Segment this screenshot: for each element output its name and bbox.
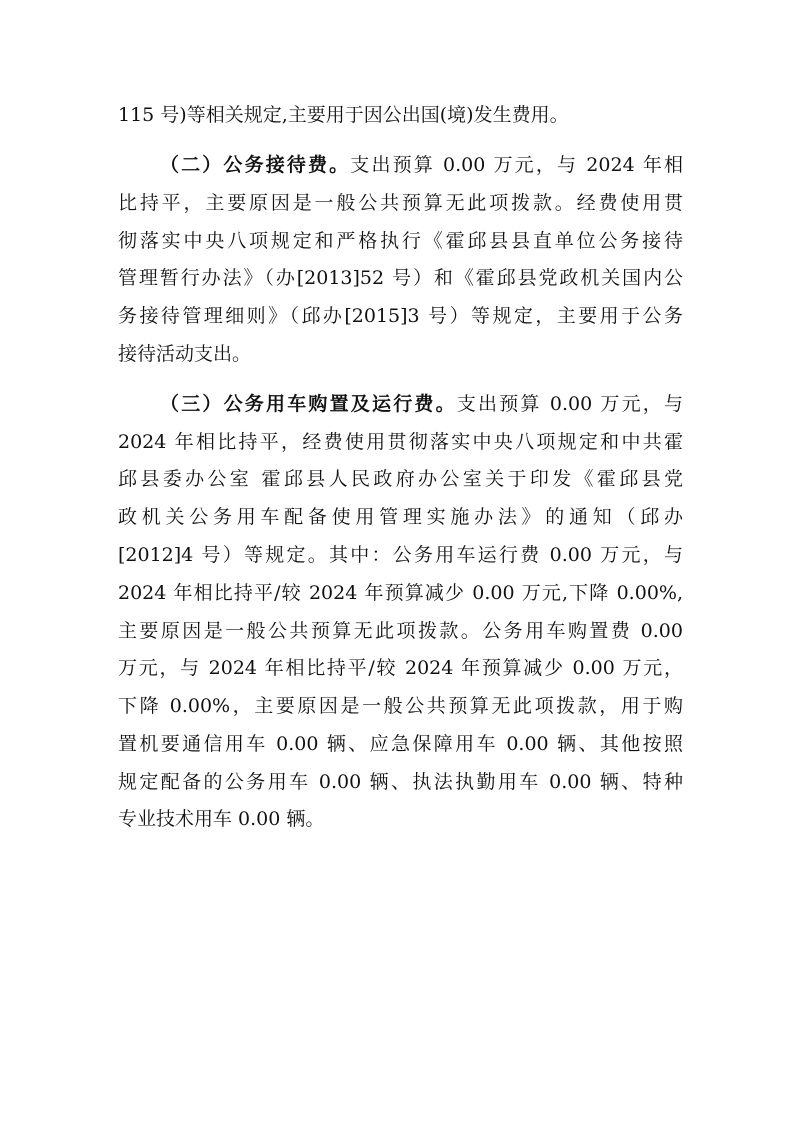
section3-line-6: 2024 年相比持平/较 2024 年预算减少 0.00 万元,下降 0.00%, <box>118 582 683 604</box>
section3-line-2: 2024 年相比持平，经费使用贯彻落实中央八项规定和中共霍 <box>118 431 683 453</box>
section3-first-line-text: 支出预算 0.00 万元，与 <box>456 393 683 415</box>
section2-first-line-text: 支出预算 0.00 万元，与 2024 年相 <box>350 154 683 176</box>
intro-line-1: 115 号)等相关规定,主要用于因公出国(境)发生费用。 <box>118 104 569 126</box>
section3-line-5: [2012]4 号）等规定。其中：公务用车运行费 0.00 万元，与 <box>118 544 683 566</box>
section3-line-9: 下降 0.00%，主要原因是一般公共预算无此项拨款，用于购 <box>118 695 683 717</box>
section2-line-2: 比持平，主要原因是一般公共预算无此项拨款。经费使用贯 <box>118 192 683 214</box>
section2-line-3: 彻落实中央八项规定和严格执行《霍邱县县直单位公务接待 <box>118 230 683 252</box>
section3-line-11: 规定配备的公务用车 0.00 辆、执法执勤用车 0.00 辆、特种 <box>118 771 683 793</box>
section2-line-4: 管理暂行办法》（办[2013]52 号）和《霍邱县党政机关国内公 <box>118 267 683 289</box>
section3-line-4: 政机关公务用车配备使用管理实施办法》的通知（邱办 <box>118 506 683 528</box>
section3-line-3: 邱县委办公室 霍邱县人民政府办公室关于印发《霍邱县党 <box>118 468 683 490</box>
section3-line-12: 专业技术用车 0.00 辆。 <box>118 808 325 830</box>
section3-line-7: 主要原因是一般公共预算无此项拨款。公务用车购置费 0.00 <box>118 620 683 642</box>
section2-line-6: 接待活动支出。 <box>118 343 252 365</box>
section2-line-5: 务接待管理细则》（邱办[2015]3 号）等规定，主要用于公务 <box>118 305 683 327</box>
section2-first-line <box>160 150 683 180</box>
section3-line-8: 万元，与 2024 年相比持平/较 2024 年预算减少 0.00 万元， <box>118 657 683 679</box>
section3-first-line <box>160 389 683 419</box>
section2-heading: （二）公务接待费。 <box>160 154 351 176</box>
section3-heading: （三）公务用车购置及运行费。 <box>160 393 457 415</box>
section3-line-10: 置机要通信用车 0.00 辆、应急保障用车 0.00 辆、其他按照 <box>118 733 683 755</box>
